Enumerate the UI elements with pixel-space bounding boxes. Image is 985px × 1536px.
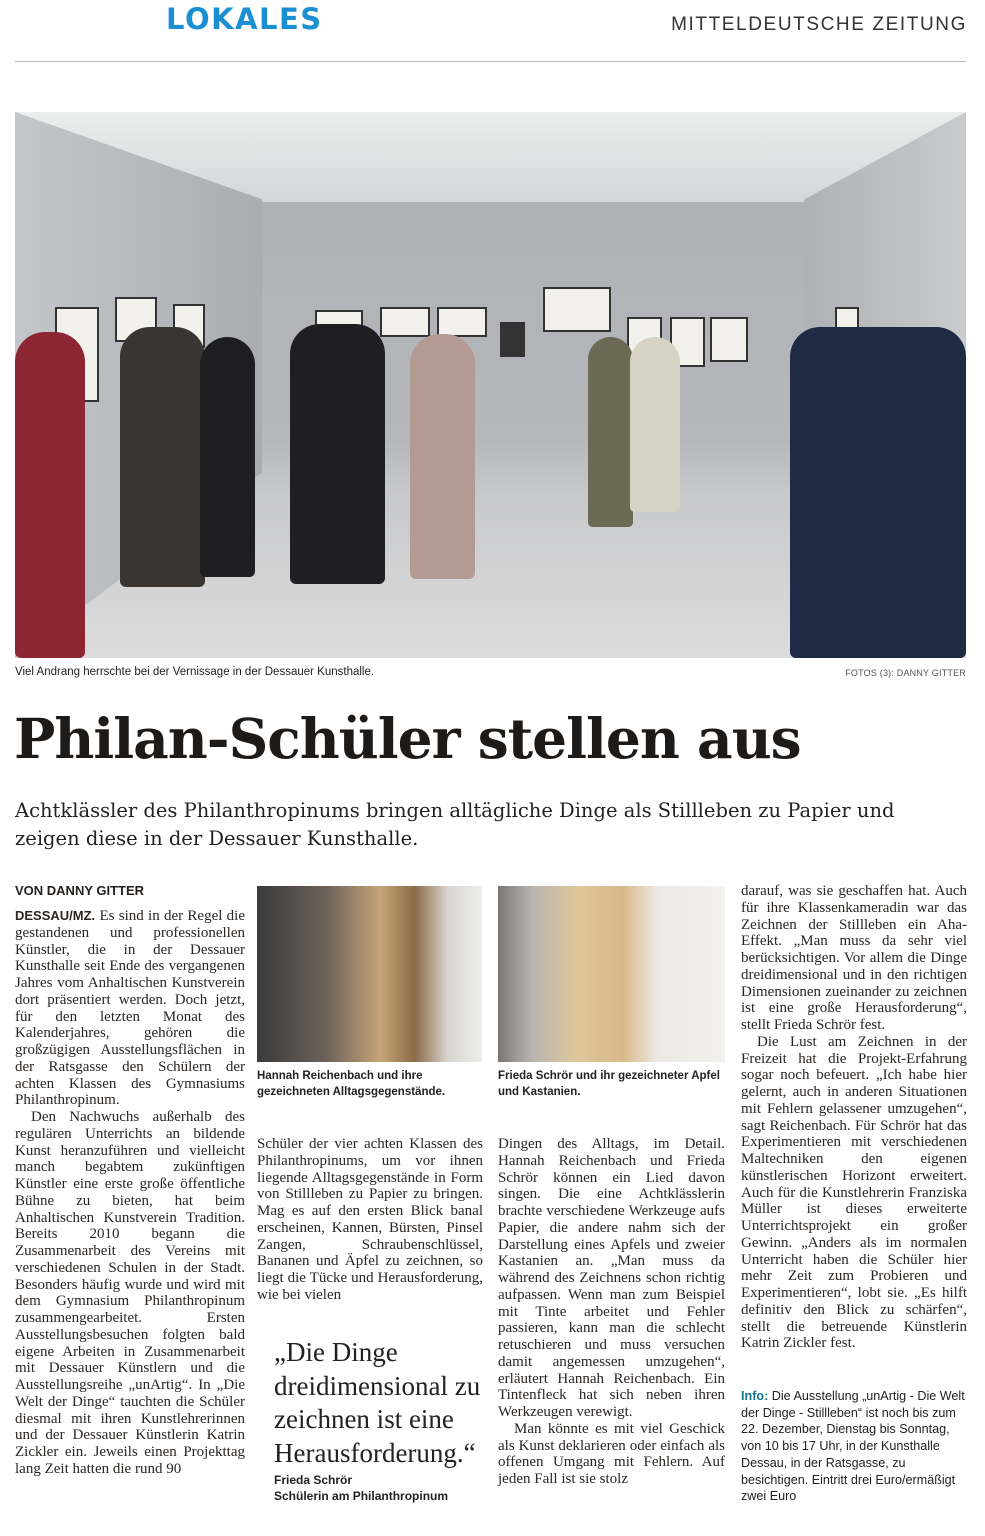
quote-source bbox=[274, 1472, 448, 1504]
paragraph: darauf, was sie geschaffen hat. Auch für ihre Klassenkameradin war das Zeichnen der Stillleben ein Aha-Effekt. „Man muss da sehr viel berücksichtigen. Vor allem die Dinge dreidimensional und in den richtigen Dimensionen zueinander zu zeichnen ist eine große Herausforderung“, stellt Frieda Schrör fest. bbox=[741, 883, 967, 1033]
photo-frieda-schroer bbox=[498, 886, 725, 1062]
paragraph: Dingen des Alltags, im Detail. Hannah Reichenbach und Frieda Schrör können ein Lied davon singen. Die eine Achtklässlerin brachte verschiedene Werkzeuge aufs Papier, die andere nahm sich der Darstellung eines Apfels und zweier Kastanien an. „Man muss da während des Zeichnens schon richtig aufpassen. Wenn man zum Beispiel mit Tinte arbeitet und Fehler passieren, kann man die schlecht retuschieren und muss versuchen damit angemessen umzugehen“, erläutert Hannah Reichenbach. Ein Tintenfleck hat sich neben ihren Werkzeugen verewigt. bbox=[498, 1136, 725, 1420]
photo-caption: Frieda Schrör und ihr gezeichneter Apfel und Kastanien. bbox=[498, 1070, 720, 1098]
photo-caption: Hannah Reichenbach und ihre gezeichneten Alltagsgegenstände. bbox=[257, 1070, 446, 1098]
photo-hannah-reichenbach bbox=[257, 886, 482, 1062]
photo-credit: FOTOS (3): DANNY GITTER bbox=[845, 668, 966, 678]
info-text: Die Ausstellung „unArtig - Die Welt der Dinge - Stillleben“ ist noch bis zum 22. Dezember, Dienstag bis Sonntag, von 10 bis 17 Uhr, in der Kunsthalle Dessau, in der Ratsgasse, zu besichtigen. Eintritt drei Euro/ermäßigt zwei Euro bbox=[741, 1389, 965, 1504]
main-photo-caption: Viel Andrang herrschte bei der Vernissage in der Dessauer Kunsthalle. bbox=[15, 666, 375, 678]
section-title: LOKALES bbox=[166, 2, 323, 36]
column-4 bbox=[741, 883, 967, 1352]
pull-quote: „Die Dinge dreidimensional zu zeichnen ist eine Herausforderung.“ bbox=[274, 1337, 481, 1468]
quote-name: Frieda Schrör bbox=[274, 1473, 353, 1487]
column-3 bbox=[498, 1136, 725, 1488]
paragraph: Man könnte es mit viel Geschick als Kunst deklarieren oder einfach als offenen Umgang mit Fehlern. Auf jeden Fall ist sie stolz bbox=[498, 1420, 725, 1487]
info-label: Info: bbox=[741, 1389, 769, 1403]
subheadline: Achtklässler des Philanthropinums bringen alltägliche Dinge als Stillleben zu Papier und zeigen diese in der Dessauer Kunsthalle. bbox=[15, 799, 895, 850]
paragraph: Schüler der vier achten Klassen des Philanthropinums, um vor ihnen liegende Alltagsgegenstände in Form von Stillleben zu Papier zu bringen. Mag es auf den ersten Blick banal erscheinen, Kannen, Bürsten, Pinsel Zangen, Schraubenschlüssel, Bananen und Äpfel zu zeichnen, so liegt die Tücke und Herausforderung, wie bei vielen bbox=[257, 1136, 483, 1303]
paragraph: Die Lust am Zeichnen in der Freizeit hat die Projekt-Erfahrung sogar noch befeuert. „Ich habe hier gelernt, auch in anderen Situationen mit Fehlern gelassener umzugehen“, sagt Reichenbach. Für Schrör hat das Experimentieren mit verschiedenen Maltechniken den eigenen künstlerischen Horizont erweitert. Auch für die Kunstlehrerin Franziska Müller ist dieses erweiterte Unterrichtsprojekt ein großer Gewinn. „Anders als im normalen Unterricht haben die Schüler hier mehr Zeit zum Probieren und Experimentieren“, lobt sie. „Es hilft definitiv den Blick zu schärfen“, stellt die betreuende Künstlerin Katrin Zickler fest. bbox=[741, 1033, 967, 1352]
dateline: DESSAU/MZ. bbox=[15, 908, 96, 923]
info-box bbox=[741, 1388, 967, 1505]
byline: VON DANNY GITTER bbox=[15, 883, 145, 898]
quote-role: Schülerin am Philanthropinum bbox=[274, 1489, 449, 1503]
column-1 bbox=[15, 908, 245, 1478]
paragraph: Es sind in der Regel die gestandenen und professionellen Künstler, die in der Dessauer Kunsthalle seit Ende des vergangenen Jahres vom Anhaltischen Kunstverein dort präsentiert werden. Doch jetzt, für den letzten Monat des Kalenderjahres, gehören die großzügigen Ausstellungsflächen in der Ratsgasse den Schülern der achten Klassen des Gymnasiums Philanthropinum. bbox=[15, 908, 245, 1109]
header-divider bbox=[15, 61, 966, 62]
newspaper-name: MITTELDEUTSCHE ZEITUNG bbox=[671, 14, 967, 35]
column-2 bbox=[257, 1136, 483, 1304]
headline: Philan-Schüler stellen aus bbox=[14, 706, 801, 771]
paragraph: Den Nachwuchs außerhalb des regulären Unterrichts an bildende Kunst heranzuführen und vielleicht manch begabtem zukünftigen Künstler eine erste große öffentliche Bühne zu bieten, hat beim Anhaltischen Kunstverein Tradition. Bereits 2010 begann die Zusammenarbeit des Vereins mit verschiedenen Schulen in der Stadt. Besonders häufig wurde und wird mit dem Gymnasium Philanthropinum zusammengearbeitet. Ersten Ausstellungsbesuchen folgten bald eigene Arbeiten in Zusammenarbeit mit Dessauer Künstlern und die Ausstellungsreihe „unArtig“. In „Die Welt der Dinge“ tauchten die Schüler diesmal mit ihren Kunstlehrerinnen und der Dessauer Künstlerin Katrin Zickler ein. Jeweils einen Projekttag lang Zeit hatten die rund 90 bbox=[15, 1109, 245, 1477]
gallery-photo bbox=[15, 112, 966, 658]
